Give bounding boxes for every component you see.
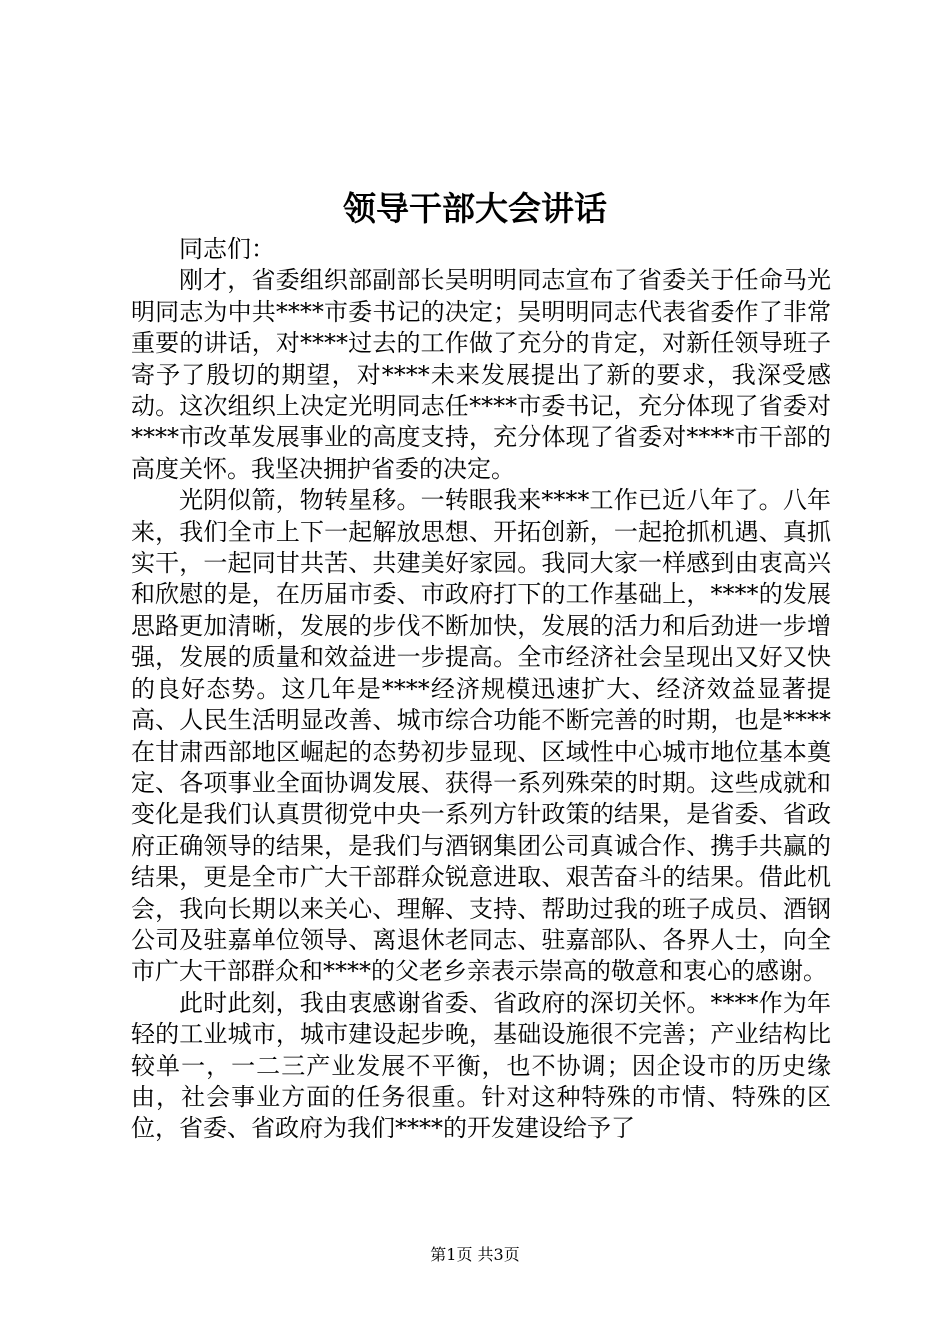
document-title: 领导干部大会讲话	[343, 189, 607, 228]
paragraph-2: 光阴似箭，物转星移。一转眼我来****工作已近八年了。八年来，我们全市上下一起解放思想、开拓创新，一起抢抓机遇、真抓实干，一起同甘共苦、共建美好家园。我同大家一样感到由衷高兴和欣慰的是，在历届市委、市政府打下的工作基础上，****的发展思路更加清晰，发展的步伐不断加快，发展的活力和后劲进一步增强，发展的质量和效益进一步提高。全市经济社会呈现出又好又快的良好态势。这几年是****经济规模迅速扩大、经济效益显著提高、人民生活明显改善、城市综合功能不断完善的时期，也是****在甘肃西部地区崛起的态势初步显现、区域性中心城市地位基本奠定、各项事业全面协调发展、获得一系列殊荣的时期。这些成就和变化是我们认真贯彻党中央一系列方针政策的结果，是省委、省政府正确领导的结果，是我们与酒钢集团公司真诚合作、携手共赢的结果，更是全市广大干部群众锐意进取、艰苦奋斗的结果。借此机会，我向长期以来关心、理解、支持、帮助过我的班子成员、酒钢公司及驻嘉单位领导、离退休老同志、驻嘉部队、各界人士，向全市广大干部群众和****的父老乡亲表示崇高的敬意和衷心的感谢。	[131, 486, 831, 986]
document-body	[131, 234, 831, 1145]
salutation: 同志们：	[179, 235, 275, 263]
paragraph-1: 刚才，省委组织部副部长吴明明同志宣布了省委关于任命马光明同志为中共****市委书记的决定；吴明明同志代表省委作了非常重要的讲话，对****过去的工作做了充分的肯定，对新任领导班子寄予了殷切的期望，对****未来发展提出了新的要求，我深受感动。这次组织上决定光明同志任****市委书记，充分体现了省委对****市改革发展事业的高度支持，充分体现了省委对****市干部的高度关怀。我坚决拥护省委的决定。	[131, 266, 831, 483]
page-indicator: 第1页 共3页	[430, 1245, 520, 1264]
paragraph-3: 此时此刻，我由衷感谢省委、省政府的深切关怀。****作为年轻的工业城市，城市建设起步晚，基础设施很不完善；产业结构比较单一，一二三产业发展不平衡，也不协调；因企设市的历史缘由，社会事业方面的任务很重。针对这种特殊的市情、特殊的区位，省委、省政府为我们****的开发建设给予了	[131, 988, 831, 1143]
